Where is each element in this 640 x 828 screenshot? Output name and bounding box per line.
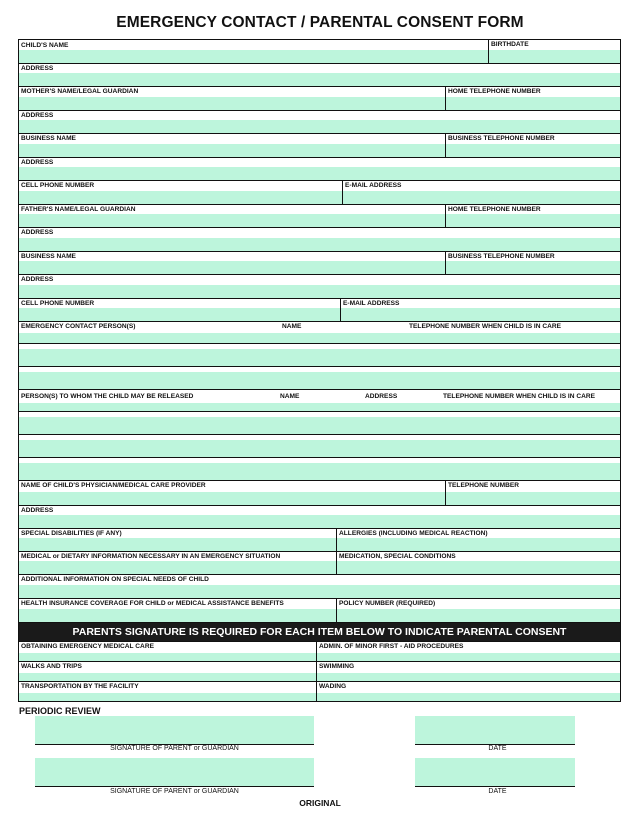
footer-original: ORIGINAL	[299, 798, 341, 808]
release-person-line-3[interactable]	[19, 463, 620, 481]
cell-phone-label: CELL PHONE NUMBER	[21, 182, 95, 189]
consent-banner: PARENTS SIGNATURE IS REQUIRED FOR EACH ITEM BELOW TO INDICATE PARENTAL CONSENT	[19, 623, 620, 642]
release-phone-label: TELEPHONE NUMBER WHEN CHILD IS IN CARE	[443, 393, 596, 400]
emergency-name-label: NAME	[282, 323, 302, 330]
mother-name-field[interactable]	[19, 87, 446, 110]
disabilities-field[interactable]	[19, 529, 337, 551]
address-label: ADDRESS	[21, 229, 54, 236]
signature-box-2[interactable]	[35, 758, 314, 787]
mother-home-phone-field[interactable]	[446, 87, 620, 110]
date-caption-1: DATE	[488, 745, 507, 752]
address-label: ADDRESS	[21, 276, 54, 283]
medication-label: MEDICATION, SPECIAL CONDITIONS	[339, 553, 456, 560]
row-mother-cell	[19, 181, 620, 205]
policy-number-label: POLICY NUMBER (REQUIRED)	[339, 600, 436, 607]
row-dietary	[19, 552, 620, 575]
physician-address-field[interactable]	[19, 506, 620, 528]
release-address-label: ADDRESS	[365, 393, 398, 400]
row-consent-1	[19, 642, 620, 662]
consent-item-label: ADMIN. OF MINOR FIRST - AID PROCEDURES	[319, 643, 464, 650]
medication-field[interactable]	[337, 552, 620, 574]
mother-business-address-field[interactable]	[19, 158, 620, 180]
signature-caption-2: SIGNATURE OF PARENT or GUARDIAN	[110, 788, 239, 795]
father-business-address-field[interactable]	[19, 275, 620, 298]
row-release-header	[19, 390, 620, 412]
row-mother-address	[19, 111, 620, 134]
allergies-label: ALLERGIES (INCLUDING MEDICAL REACTION)	[339, 530, 488, 537]
home-phone-label: HOME TELEPHONE NUMBER	[448, 206, 541, 213]
row-child-address	[19, 64, 620, 87]
mother-email-field[interactable]	[343, 181, 620, 204]
dietary-label: MEDICAL or DIETARY INFORMATION NECESSARY IN AN EMERGENCY SITUATION	[21, 553, 281, 560]
child-address-field[interactable]	[19, 64, 620, 86]
father-business-phone-field[interactable]	[446, 252, 620, 274]
dietary-field[interactable]	[19, 552, 337, 574]
address-label: ADDRESS	[21, 159, 54, 166]
physician-label: NAME OF CHILD'S PHYSICIAN/MEDICAL CARE PROVIDER	[21, 482, 206, 489]
emergency-contact-line-1[interactable]	[19, 349, 620, 367]
row-consent-3	[19, 682, 620, 701]
row-mother-business	[19, 134, 620, 158]
date-box-1[interactable]	[415, 716, 575, 745]
father-cell-phone-field[interactable]	[19, 299, 341, 321]
mother-address-field[interactable]	[19, 111, 620, 133]
insurance-field[interactable]	[19, 599, 337, 622]
additional-info-field[interactable]	[19, 575, 620, 598]
row-insurance	[19, 599, 620, 623]
form-title: EMERGENCY CONTACT / PARENTAL CONSENT FORM	[116, 14, 524, 31]
policy-number-field[interactable]	[337, 599, 620, 622]
father-business-name-field[interactable]	[19, 252, 446, 274]
row-consent-2	[19, 662, 620, 682]
father-name-label: FATHER'S NAME/LEGAL GUARDIAN	[21, 206, 136, 213]
consent-item-label: OBTAINING EMERGENCY MEDICAL CARE	[21, 643, 154, 650]
insurance-label: HEALTH INSURANCE COVERAGE FOR CHILD or MEDICAL ASSISTANCE BENEFITS	[21, 600, 284, 607]
emergency-phone-label: TELEPHONE NUMBER WHEN CHILD IS IN CARE	[409, 323, 562, 330]
father-email-field[interactable]	[341, 299, 620, 321]
consent-item-label: SWIMMING	[319, 663, 355, 670]
date-box-2[interactable]	[415, 758, 575, 787]
mother-cell-phone-field[interactable]	[19, 181, 343, 204]
row-father-cell	[19, 299, 620, 322]
mother-business-name-field[interactable]	[19, 134, 446, 157]
father-address-field[interactable]	[19, 228, 620, 251]
row-father	[19, 205, 620, 228]
additional-info-label: ADDITIONAL INFORMATION ON SPECIAL NEEDS OF CHILD	[21, 576, 209, 583]
address-label: ADDRESS	[21, 507, 54, 514]
row-physician-address	[19, 506, 620, 529]
mother-business-phone-field[interactable]	[446, 134, 620, 157]
consent-item-label: WALKS AND TRIPS	[21, 663, 82, 670]
business-name-label: BUSINESS NAME	[21, 135, 76, 142]
physician-name-field[interactable]	[19, 481, 446, 505]
row-emergency-header	[19, 322, 620, 344]
business-phone-label: BUSINESS TELEPHONE NUMBER	[448, 253, 555, 260]
child-name-field[interactable]	[19, 40, 489, 63]
consent-swimming[interactable]	[317, 662, 620, 681]
business-name-label: BUSINESS NAME	[21, 253, 76, 260]
consent-item-label: TRANSPORTATION BY THE FACILITY	[21, 683, 139, 690]
row-child	[19, 40, 620, 64]
cell-phone-label: CELL PHONE NUMBER	[21, 300, 95, 307]
row-additional	[19, 575, 620, 599]
physician-phone-label: TELEPHONE NUMBER	[448, 482, 520, 489]
address-label: ADDRESS	[21, 112, 54, 119]
consent-first-aid[interactable]	[317, 642, 620, 661]
date-caption-2: DATE	[488, 788, 507, 795]
release-name-label: NAME	[280, 393, 300, 400]
address-label: ADDRESS	[21, 65, 54, 72]
consent-item-label: WADING	[319, 683, 347, 690]
row-father-business	[19, 252, 620, 275]
contact-form	[18, 39, 621, 702]
father-home-phone-field[interactable]	[446, 205, 620, 227]
mother-name-label: MOTHER'S NAME/LEGAL GUARDIAN	[21, 88, 139, 95]
release-header	[19, 390, 620, 411]
emergency-contact-line-2[interactable]	[19, 372, 620, 390]
release-label: PERSON(S) TO WHOM THE CHILD MAY BE RELEASED	[21, 393, 194, 400]
row-father-business-address	[19, 275, 620, 299]
physician-phone-field[interactable]	[446, 481, 620, 505]
consent-transportation[interactable]	[19, 682, 317, 701]
consent-emergency-medical-care[interactable]	[19, 642, 317, 661]
business-phone-label: BUSINESS TELEPHONE NUMBER	[448, 135, 555, 142]
signature-caption-1: SIGNATURE OF PARENT or GUARDIAN	[110, 745, 239, 752]
row-disabilities	[19, 529, 620, 552]
consent-wading[interactable]	[317, 682, 620, 701]
emergency-header	[19, 322, 620, 343]
emergency-label: EMERGENCY CONTACT PERSON(S)	[21, 323, 136, 330]
home-phone-label: HOME TELEPHONE NUMBER	[448, 88, 541, 95]
allergies-field[interactable]	[337, 529, 620, 551]
signature-box-1[interactable]	[35, 716, 314, 745]
disabilities-label: SPECIAL DISABILITIES (IF ANY)	[21, 530, 122, 537]
row-mother-business-address	[19, 158, 620, 181]
email-label: E-MAIL ADDRESS	[343, 300, 400, 307]
row-physician	[19, 481, 620, 506]
birthdate-field[interactable]	[489, 40, 620, 63]
periodic-review-heading: PERIODIC REVIEW	[19, 706, 101, 716]
email-label: E-MAIL ADDRESS	[345, 182, 402, 189]
father-name-field[interactable]	[19, 205, 446, 227]
release-person-line-2[interactable]	[19, 440, 620, 458]
consent-walks-trips[interactable]	[19, 662, 317, 681]
row-father-address	[19, 228, 620, 252]
row-mother	[19, 87, 620, 111]
release-person-line-1[interactable]	[19, 417, 620, 435]
birthdate-label: BIRTHDATE	[491, 41, 529, 48]
child-name-label: CHILD'S NAME	[21, 42, 69, 49]
